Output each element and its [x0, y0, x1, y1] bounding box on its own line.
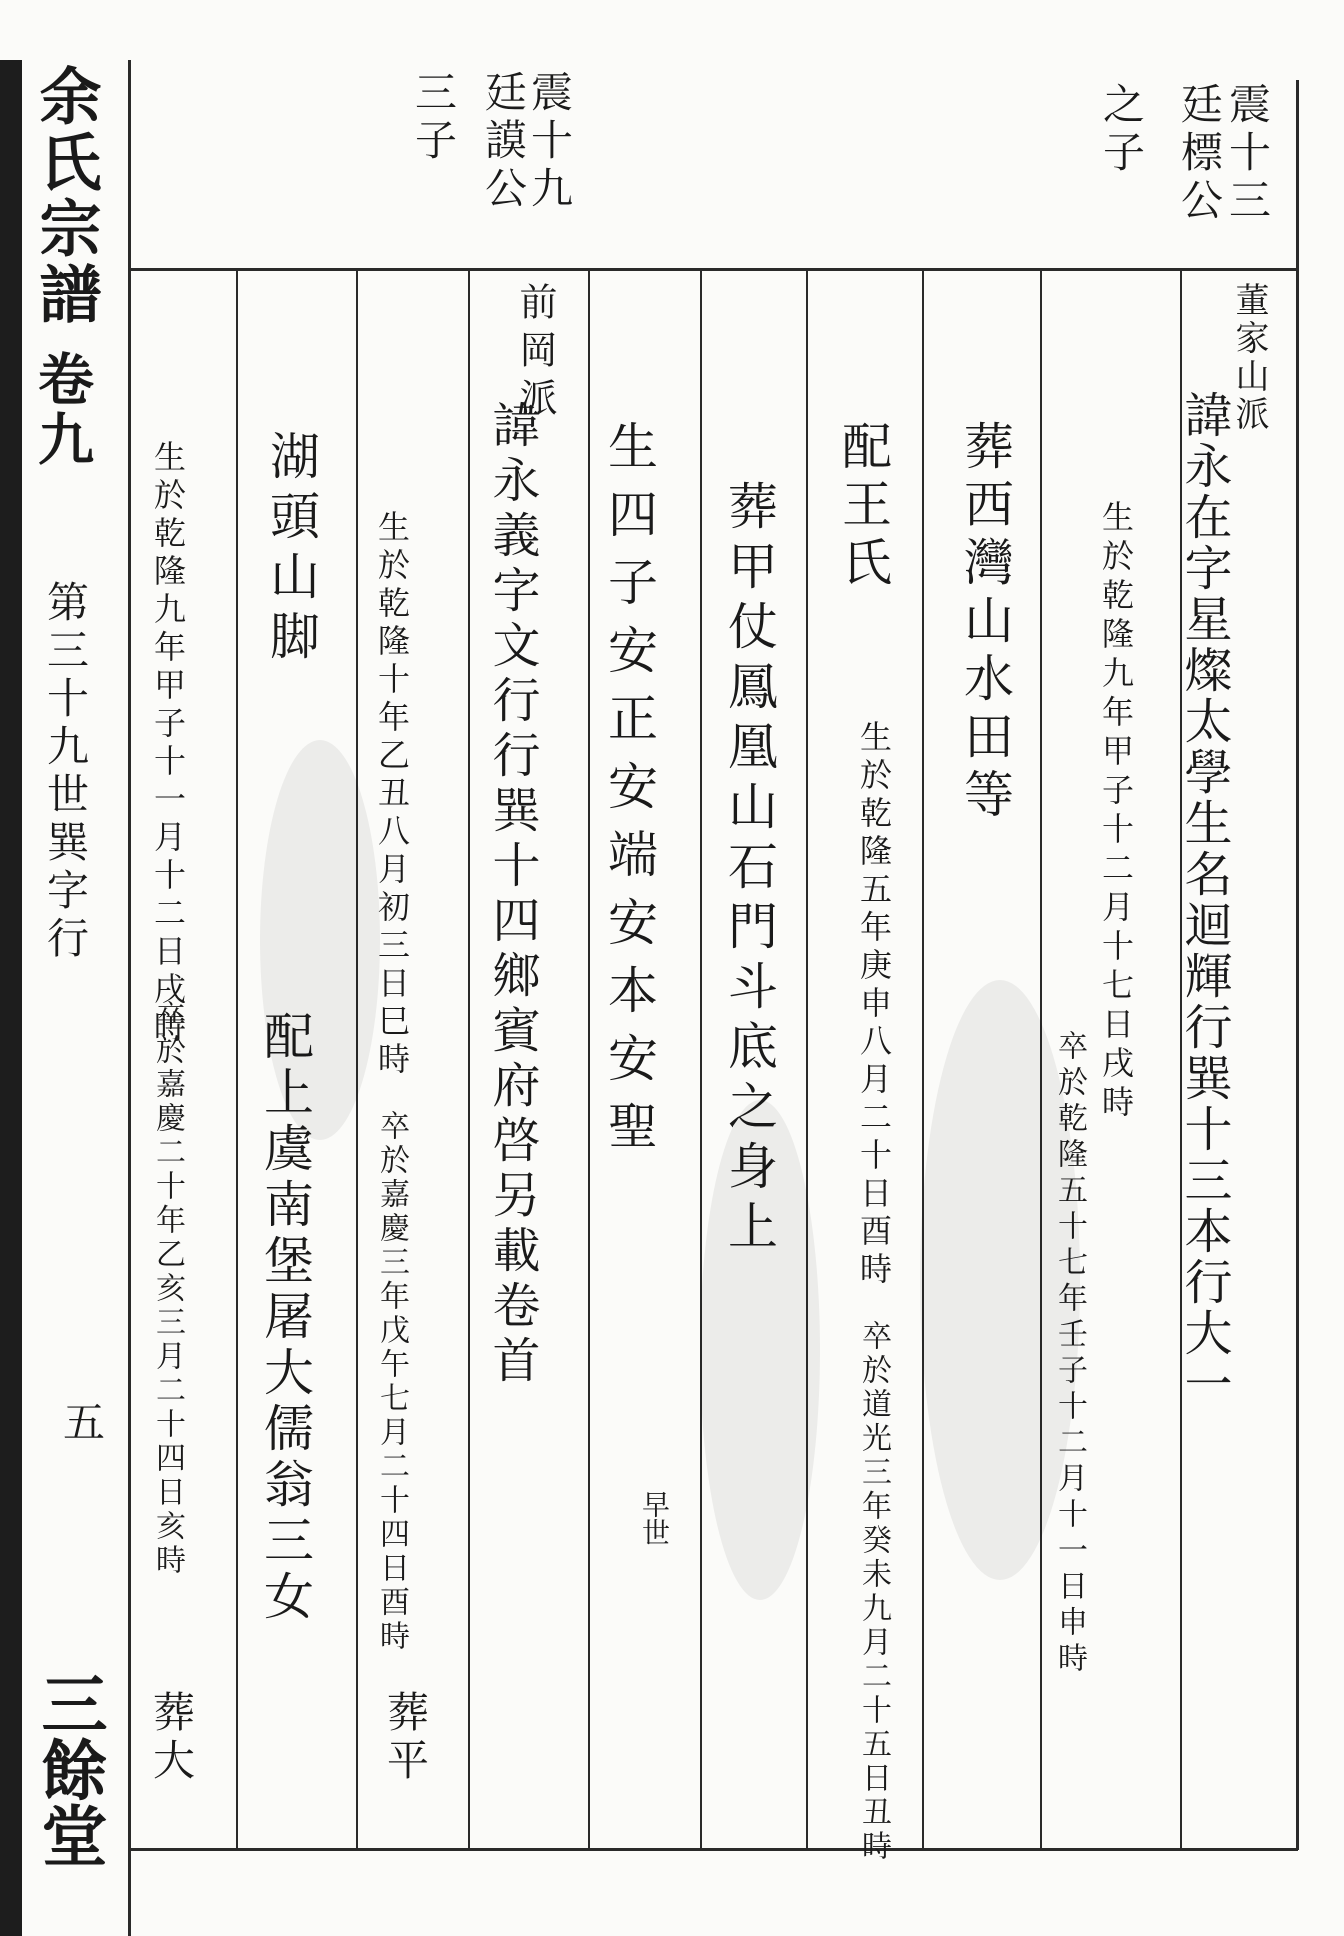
volume-label: 卷九	[29, 350, 95, 470]
spouse-death: 卒於嘉慶二十年乙亥三月二十四日亥時	[150, 1000, 185, 1578]
top-note-line: 震十三	[1223, 82, 1272, 226]
top-note-line: 廷謨公	[479, 70, 528, 214]
column-divider	[922, 270, 924, 1848]
branch-label: 董家山派	[1229, 282, 1269, 434]
spine	[0, 60, 128, 1936]
top-note-line: 震十九	[525, 70, 574, 214]
paper-smudge	[260, 740, 380, 1140]
spouse-burial: 葬甲仗鳳凰山石門斗底之身上	[720, 480, 778, 1260]
column-divider	[236, 270, 238, 1848]
burial-place: 湖頭山脚	[262, 430, 320, 670]
birth-record: 生於乾隆九年甲子十二月十七日戌時	[1097, 500, 1135, 1124]
column-divider	[700, 270, 702, 1848]
spouse-burial: 葬大	[147, 1690, 196, 1786]
generation-label: 第三十九世巽字行	[41, 580, 90, 964]
top-note-line: 三子	[409, 70, 458, 166]
column-divider	[806, 270, 808, 1848]
bottom-border	[128, 1848, 1298, 1851]
birth-record: 生於乾隆十年乙丑八月初三日巳時	[373, 510, 411, 1080]
page-number: 五	[57, 1400, 106, 1442]
entry-main: 諱永義字文行行巽十四鄉賓府啓另載卷首	[484, 400, 540, 1390]
death-record: 卒於嘉慶三年戊午七月二十四日酉時	[374, 1110, 409, 1654]
spouse-birth: 生於乾隆九年甲子十一月十二日戌時	[149, 440, 187, 1048]
top-note-line: 之子	[1097, 82, 1146, 178]
sons-list: 生四子安正安端安本安聖	[600, 420, 658, 1168]
burial-record: 葬平	[381, 1690, 430, 1786]
top-note-line: 廷標公	[1175, 82, 1224, 226]
spouse-birth: 生於乾隆五年庚申八月二十日酉時	[855, 720, 893, 1290]
spouse-death: 卒於道光三年癸未九月二十五日丑時	[856, 1320, 891, 1864]
spouse-name: 配王氏	[834, 420, 892, 594]
paper-smudge	[920, 980, 1080, 1580]
column-divider	[588, 270, 590, 1848]
right-border	[1296, 80, 1299, 1850]
top-border	[128, 268, 1298, 271]
sons-note: 早世	[638, 1490, 671, 1546]
column-divider	[468, 270, 470, 1848]
spouse-name: 配上虞南堡屠大儒翁三女	[256, 1010, 314, 1626]
book-title: 余氏宗譜	[29, 64, 102, 328]
branch-label: 前岡派	[513, 282, 557, 426]
spine-inner-border	[128, 60, 131, 1936]
entry-main: 諱永在字星燦太學生名迴輝行巽十三本行大一	[1176, 390, 1232, 1410]
hall-name: 三餘堂	[30, 1670, 108, 1868]
burial-record: 葬西灣山水田等	[956, 420, 1014, 826]
death-record: 卒於乾隆五十七年壬子十二月十一日申時	[1052, 1030, 1087, 1678]
paper-smudge	[700, 1100, 820, 1600]
